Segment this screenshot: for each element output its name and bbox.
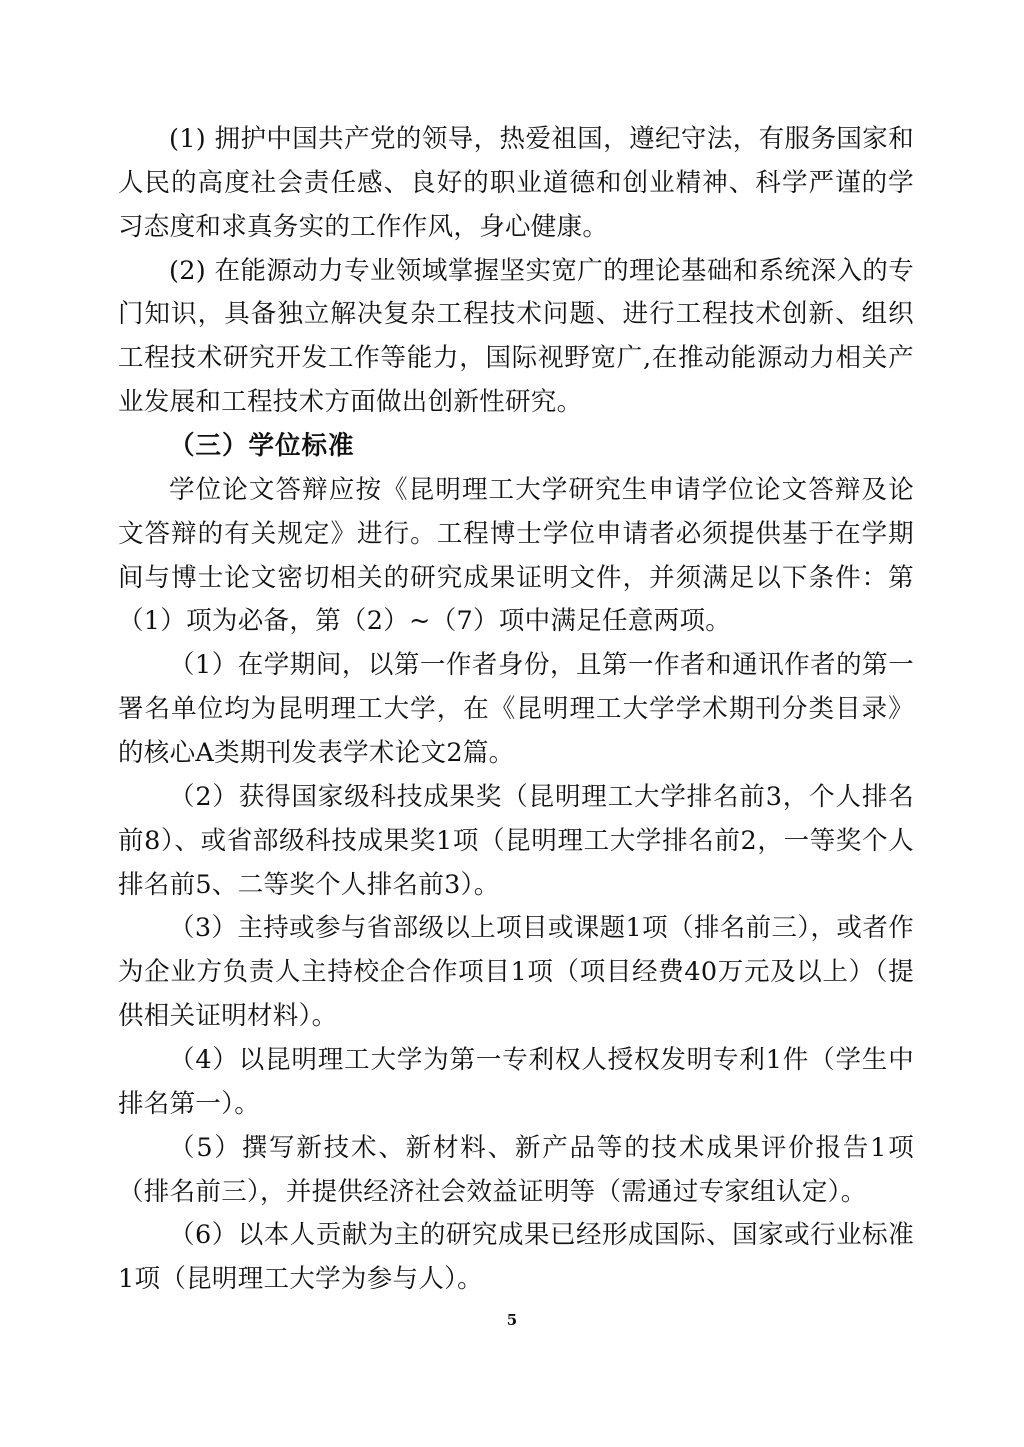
paragraph-condition-3: （3）主持或参与省部级以上项目或课题1项（排名前三），或者作为企业方负责人主持校企合作项目1项（项目经费40万元及以上）（提供相关证明材料）。 (118, 913, 914, 1032)
document-body (118, 118, 914, 1302)
paragraph-requirement-1: (1) 拥护中国共产党的领导，热爱祖国，遵纪守法，有服务国家和人民的高度社会责任感、良好的职业道德和创业精神、科学严谨的学习态度和求真务实的工作作风，身心健康。 (118, 124, 914, 242)
section-heading-degree-standard: （三）学位标准 (169, 431, 355, 462)
paragraph-degree-standard-intro: 学位论文答辩应按《昆明理工大学研究生申请学位论文答辩及论文答辩的有关规定》进行。工程博士学位申请者必须提供基于在学期间与博士论文密切相关的研究成果证明文件，并须满足以下条件：第（1）项为必备，第（2）~（7）项中满足任意两项。 (118, 474, 914, 637)
paragraph-condition-1: （1）在学期间，以第一作者身份，且第一作者和通讯作者的第一署名单位均为昆明理工大学，在《昆明理工大学学术期刊分类目录》的核心A类期刊发表学术论文2篇。 (118, 650, 914, 769)
paragraph-requirement-2: (2) 在能源动力专业领域掌握坚实宽广的理论基础和系统深入的专门知识，具备独立解决复杂工程技术问题、进行工程技术创新、组织工程技术研究开发工作等能力，国际视野宽广,在推动能源动力相关产业发展和工程技术方面做出创新性研究。 (118, 255, 914, 418)
page-number: 5 (506, 1311, 518, 1329)
paragraph-condition-2: （2）获得国家级科技成果奖（昆明理工大学排名前3，个人排名前8）、或省部级科技成果奖1项（昆明理工大学排名前2，一等奖个人排名前5、二等奖个人排名前3）。 (118, 781, 914, 900)
paragraph-condition-5: （5）撰写新技术、新材料、新产品等的技术成果评价报告1项（排名前三），并提供经济社会效益证明等（需通过专家组认定）。 (118, 1132, 914, 1207)
paragraph-condition-4: （4）以昆明理工大学为第一专利权人授权发明专利1件（学生中排名第一）。 (118, 1045, 914, 1119)
paragraph-condition-6: （6）以本人贡献为主的研究成果已经形成国际、国家或行业标准1项（昆明理工大学为参与人）。 (118, 1220, 914, 1295)
